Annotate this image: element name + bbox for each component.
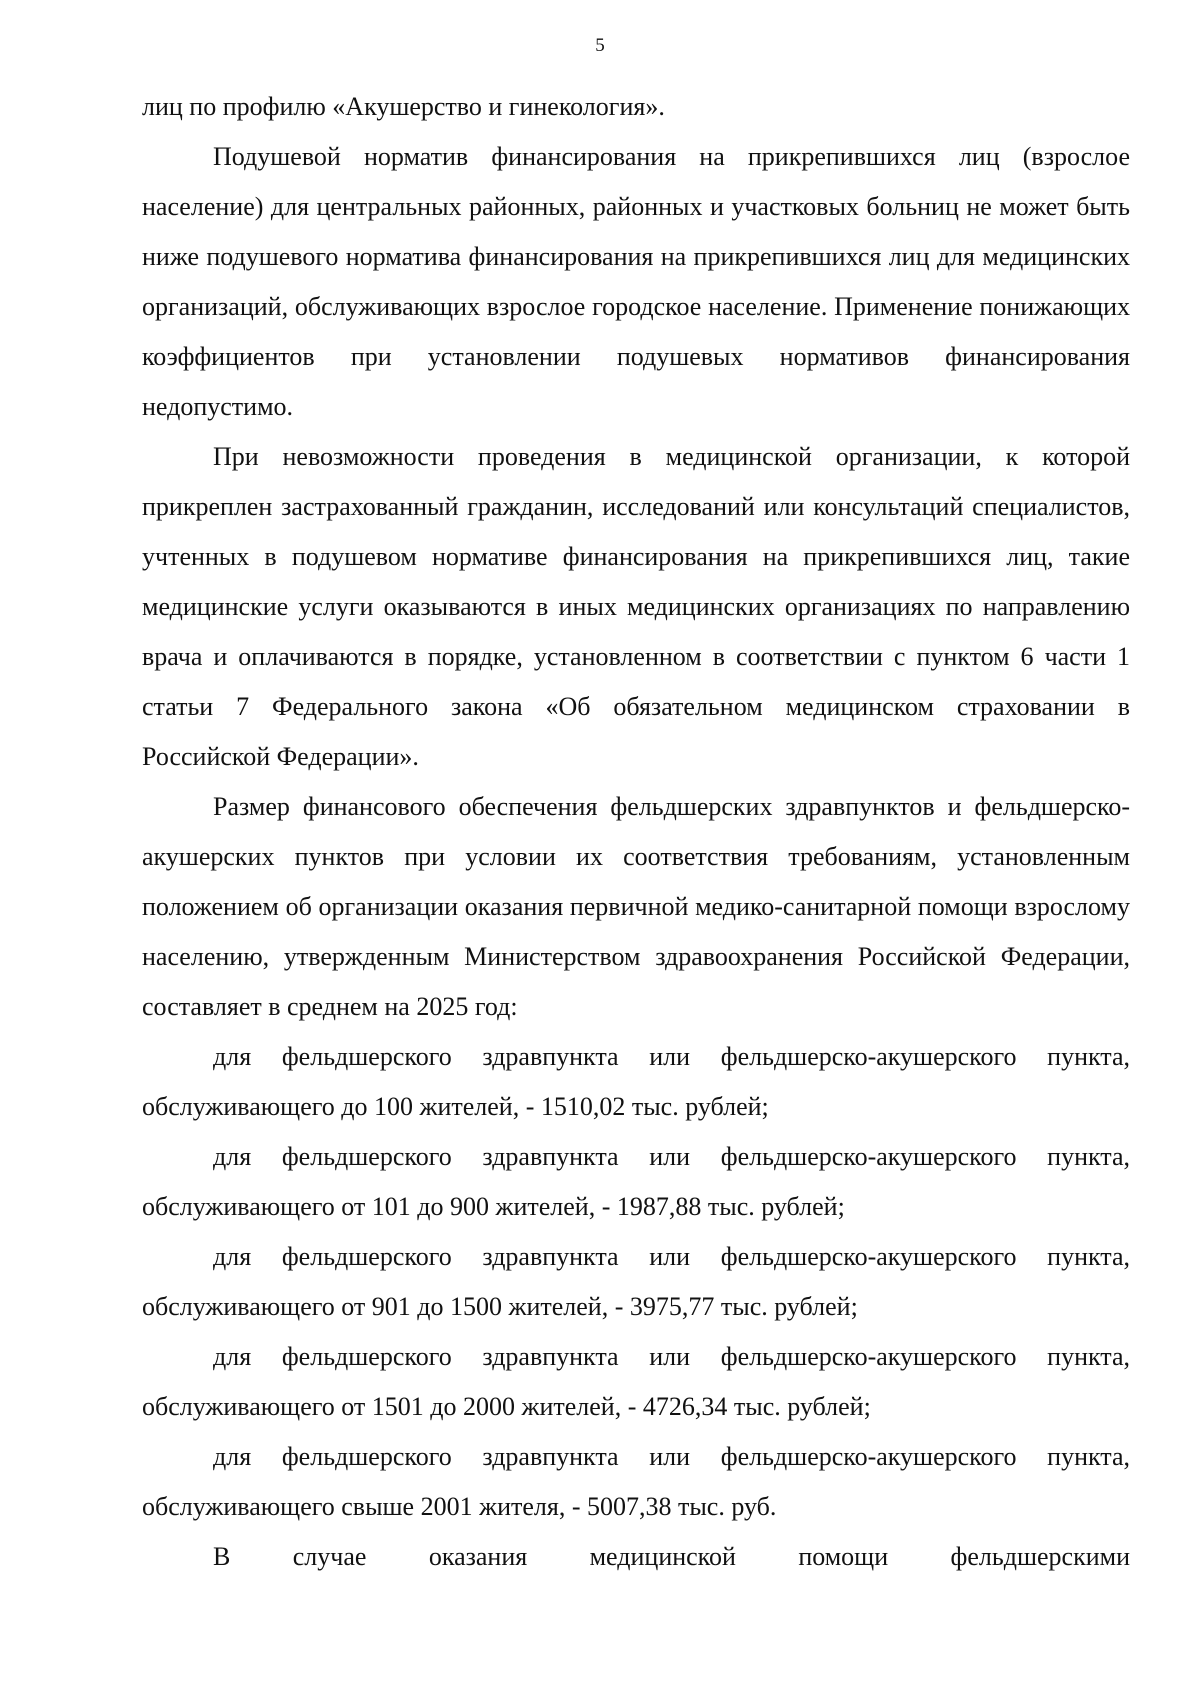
- paragraph-funding-101-900: для фельдшерского здравпункта или фельдшерско-акушерского пункта, обслуживающего от 101 до 900 жителей, - 1987,88 тыс. рублей;: [142, 1142, 1130, 1221]
- page-number: 5: [595, 35, 605, 56]
- paragraph-funding-up-to-100: для фельдшерского здравпункта или фельдшерско-акушерского пункта, обслуживающего до 100 жителей, - 1510,02 тыс. рублей;: [142, 1042, 1130, 1121]
- paragraph-funding-over-2001: для фельдшерского здравпункта или фельдшерско-акушерского пункта, обслуживающего свыше 2001 жителя, - 5007,38 тыс. руб.: [142, 1442, 1130, 1521]
- paragraph-other-organizations: При невозможности проведения в медицинской организации, к которой прикреплен застрахованный гражданин, исследований или консультаций специалистов, учтенных в подушевом нормативе финансирования на прикрепившихся лиц, такие медицинские услуги оказываются в иных медицинских организациях по направлению врача и оплачиваются в порядке, установленном в соответствии с пунктом 6 части 1 статьи 7 Федерального закона «Об обязательном медицинском страховании в Российской Федерации».: [142, 442, 1130, 771]
- paragraph-funding-901-1500: для фельдшерского здравпункта или фельдшерско-акушерского пункта, обслуживающего от 901 до 1500 жителей, - 3975,77 тыс. рублей;: [142, 1242, 1130, 1321]
- document-body: [142, 82, 1130, 1582]
- paragraph-feldsher-care-start: В случае оказания медицинской помощи фельдшерскими: [213, 1542, 1130, 1571]
- paragraph-feldsher-funding-size: Размер финансового обеспечения фельдшерских здравпунктов и фельдшерско-акушерских пунктов при условии их соответствия требованиям, установленным положением об организации оказания первичной медико-санитарной помощи взрослому населению, утвержденным Министерством здравоохранения Российской Федерации, составляет в среднем на 2025 год:: [142, 792, 1130, 1021]
- paragraph-per-capita-standard: Подушевой норматив финансирования на прикрепившихся лиц (взрослое население) для центральных районных, районных и участковых больниц не может быть ниже подушевого норматива финансирования на прикрепившихся лиц для медицинских организаций, обслуживающих взрослое городское население. Применение понижающих коэффициентов при установлении подушевых нормативов финансирования недопустимо.: [142, 142, 1130, 421]
- paragraph-profile-continuation: лиц по профилю «Акушерство и гинекология».: [142, 92, 665, 121]
- paragraph-funding-1501-2000: для фельдшерского здравпункта или фельдшерско-акушерского пункта, обслуживающего от 1501 до 2000 жителей, - 4726,34 тыс. рублей;: [142, 1342, 1130, 1421]
